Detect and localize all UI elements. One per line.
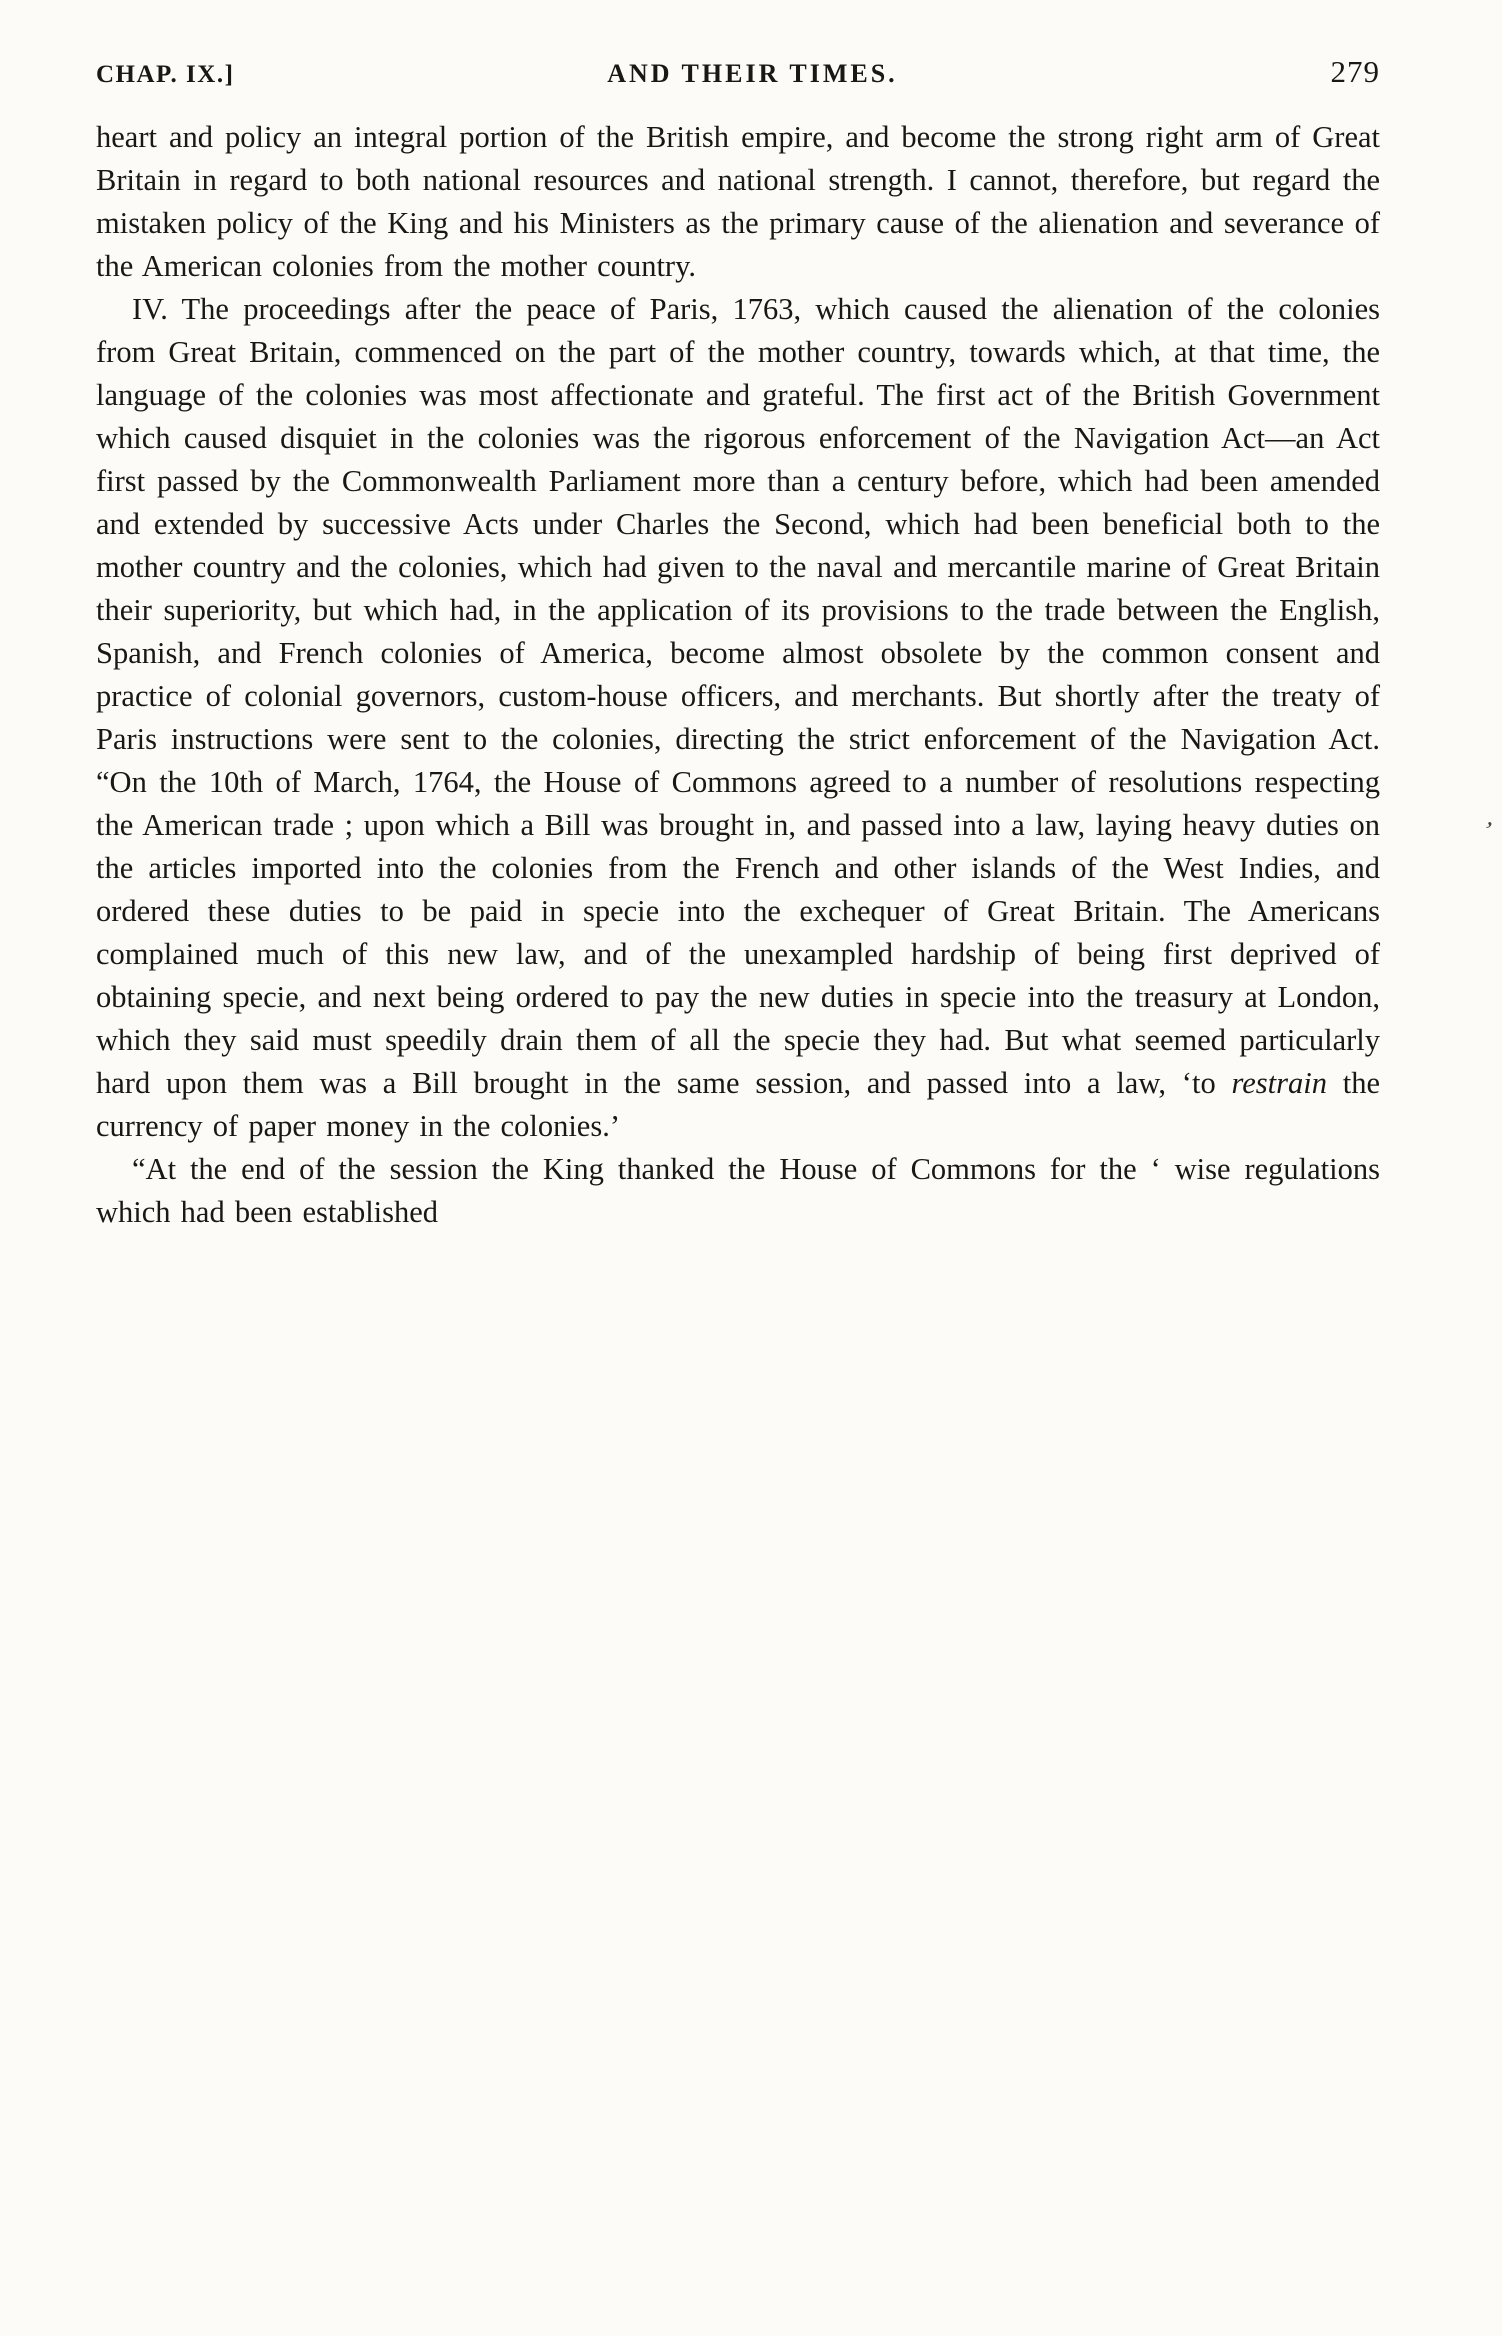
scan-artifact-mark: ’ [1479,815,1497,846]
text-run: IV. The proceedings after the peace of Paris, 1763, which caused the alienation of the colonies from Great Britain, commenced on the part of the mother country, towards which, at that time, the language of the colonies was most affectionate and grateful. The first act of the British Government which caused disquiet in the colonies was the rigorous enforcement of the Navigation Act—an Act first passed by the Commonwealth Parliament more than a century before, which had been amended and extended by successive Acts under Charles the Second, which had been beneficial both to the mother country and the colonies, which had given to the naval and mercantile marine of Great Britain their superiority, but which had, in the application of its provisions to the trade between the English, Spanish, and French colonies of America, become almost obsolete by the common consent and practice of colonial governors, custom-house officers, and merchants. But shortly after the treaty of Paris instructions were sent to the colonies, directing the strict enforcement of the Navigation Act. “On the 10th of March, 1764, the House of Commons agreed to a number of resolutions respecting the American trade ; upon which a Bill was brought in, and passed into a law, laying heavy duties on the articles imported into the colonies from the French and other islands of the West Indies, and ordered these duties to be paid in specie into the exchequer of Great Britain. The Americans complained much of this new law, and of the unexampled hardship of being first deprived of obtaining specie, and next being ordered to pay the new duties in specie into the treasury at London, which they said must speedily drain them of all the specie they had. But what seemed particularly hard upon them was a Bill brought in the same session, and passed into a law, ‘to [96,292,1380,1100]
text-run-italic: restrain [1231,1066,1327,1100]
paragraph-1 [96,116,1380,288]
text-run: “At the end of the session the King thanked the House of Commons for the ‘ wise regulations which had been established [96,1152,1380,1229]
text-run: heart and policy an integral portion of the British empire, and become the strong right arm of Great Britain in regard to both national resources and national strength. I cannot, therefore, but regard the mistaken policy of the King and his Ministers as the primary cause of the alienation and severance of the American colonies from the mother country. [96,120,1380,283]
text-run: the currency of paper money in the colonies.’ [96,1066,1381,1143]
page-header [96,54,1380,90]
page-number: 279 [1330,54,1380,89]
paragraph-3 [96,1148,1380,1234]
chapter-label: CHAP. IX.] [96,61,235,88]
running-title: AND THEIR TIMES. [607,59,898,88]
paragraph-2 [96,288,1380,1148]
page-body [96,116,1380,1234]
